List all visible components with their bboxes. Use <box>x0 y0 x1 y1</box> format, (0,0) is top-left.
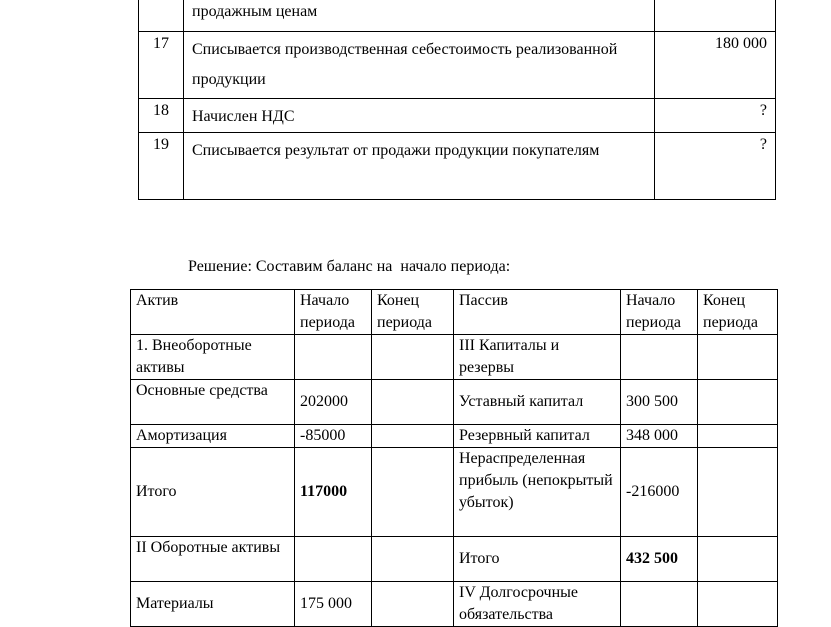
asset-cell: Основные средства <box>131 380 295 425</box>
table-row <box>139 99 776 133</box>
asset-end-cell <box>372 582 454 627</box>
table-row <box>131 582 778 627</box>
liability-begin-cell: 432 500 <box>621 537 698 582</box>
solution-heading: Решение: Составим баланс на начало периода: <box>188 258 511 275</box>
operations-table <box>138 0 776 200</box>
header-begin: Начало периода <box>295 290 372 335</box>
asset-cell: Итого <box>131 448 295 537</box>
op-number: 18 <box>139 99 184 133</box>
asset-end-cell <box>372 380 454 425</box>
header-asset: Актив <box>131 290 295 335</box>
table-row <box>139 32 776 99</box>
liability-cell: Итого <box>454 537 621 582</box>
asset-begin-cell: 117000 <box>295 448 372 537</box>
op-amount: ? <box>655 133 776 200</box>
op-description: Списывается результат от продажи продукции покупателям <box>184 133 655 200</box>
table-row <box>131 380 778 425</box>
asset-begin-cell: 175 000 <box>295 582 372 627</box>
liability-begin-cell <box>621 582 698 627</box>
balance-table <box>130 289 778 627</box>
asset-begin-cell: -85000 <box>295 425 372 448</box>
table-row <box>131 335 778 380</box>
asset-cell: 1. Внеоборотные активы <box>131 335 295 380</box>
asset-cell: Амортизация <box>131 425 295 448</box>
liability-cell: III Капиталы и резервы <box>454 335 621 380</box>
asset-end-cell <box>372 335 454 380</box>
liability-end-cell <box>698 537 778 582</box>
liability-begin-cell: 300 500 <box>621 380 698 425</box>
header-liability: Пассив <box>454 290 621 335</box>
op-number <box>139 0 184 32</box>
asset-begin-cell <box>295 335 372 380</box>
asset-cell: II Оборотные активы <box>131 537 295 582</box>
liability-end-cell <box>698 335 778 380</box>
liability-cell: Нераспределенная прибыль (непокрытый убыток) <box>454 448 621 537</box>
op-description: Списывается производственная себестоимость реализованной продукции <box>184 32 655 99</box>
header-begin: Начало периода <box>621 290 698 335</box>
op-amount: 180 000 <box>655 32 776 99</box>
table-row <box>139 133 776 200</box>
liability-begin-cell: 348 000 <box>621 425 698 448</box>
op-description: Начислен НДС <box>184 99 655 133</box>
table-row <box>131 537 778 582</box>
table-row <box>131 448 778 537</box>
liability-end-cell <box>698 425 778 448</box>
header-end: Конец периода <box>698 290 778 335</box>
op-amount <box>655 0 776 32</box>
asset-end-cell <box>372 448 454 537</box>
op-description: продажным ценам <box>184 0 655 32</box>
table-row <box>139 0 776 32</box>
asset-begin-cell: 202000 <box>295 380 372 425</box>
header-end: Конец периода <box>372 290 454 335</box>
asset-cell: Материалы <box>131 582 295 627</box>
table-row <box>131 425 778 448</box>
liability-cell: Уставный капитал <box>454 380 621 425</box>
liability-end-cell <box>698 582 778 627</box>
liability-end-cell <box>698 380 778 425</box>
op-number: 17 <box>139 32 184 99</box>
liability-begin-cell: -216000 <box>621 448 698 537</box>
asset-end-cell <box>372 425 454 448</box>
op-amount: ? <box>655 99 776 133</box>
liability-cell: Резервный капитал <box>454 425 621 448</box>
liability-begin-cell <box>621 335 698 380</box>
liability-cell: IV Долгосрочные обязательства <box>454 582 621 627</box>
table-header-row <box>131 290 778 335</box>
op-number: 19 <box>139 133 184 200</box>
asset-end-cell <box>372 537 454 582</box>
asset-begin-cell <box>295 537 372 582</box>
liability-end-cell <box>698 448 778 537</box>
